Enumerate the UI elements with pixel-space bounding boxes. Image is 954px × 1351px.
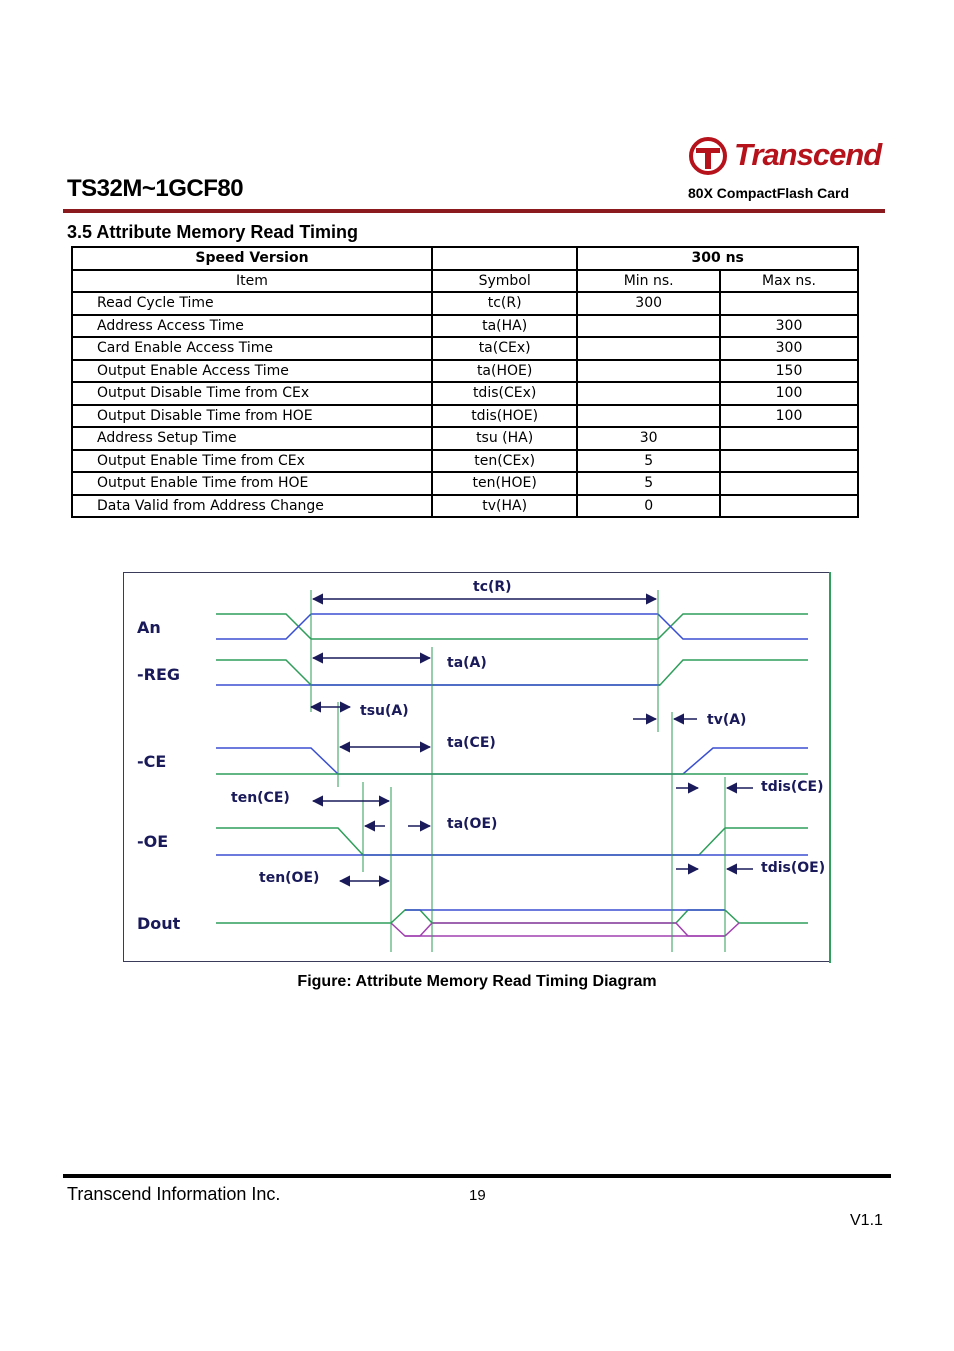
table-row <box>72 405 858 428</box>
product-subtitle: 80X CompactFlash Card <box>688 185 850 201</box>
symbol-cell: tdis(CEx) <box>432 382 577 405</box>
table-row <box>72 337 858 360</box>
label-tsu-a: tsu(A) <box>360 703 409 719</box>
item-cell: Read Cycle Time <box>72 292 432 315</box>
product-model: TS32M~1GCF80 <box>67 175 244 202</box>
symbol-cell: ten(HOE) <box>432 472 577 495</box>
label-tv-a: tv(A) <box>707 712 747 728</box>
page-number: 19 <box>469 1187 486 1204</box>
document-version: V1.1 <box>850 1212 883 1229</box>
label-ten-oe: ten(OE) <box>259 870 320 886</box>
max-cell <box>720 292 858 315</box>
label-ta-ce: ta(CE) <box>447 735 496 751</box>
footer-company: Transcend Information Inc. <box>67 1184 281 1204</box>
table-row <box>72 495 858 518</box>
item-cell: Address Setup Time <box>72 427 432 450</box>
item-cell: Output Enable Time from HOE <box>72 472 432 495</box>
max-cell: 300 <box>720 315 858 338</box>
item-cell: Address Access Time <box>72 315 432 338</box>
label-tdis-oe: tdis(OE) <box>761 860 826 876</box>
column-header: Symbol <box>432 270 577 293</box>
max-cell: 100 <box>720 405 858 428</box>
item-cell: Card Enable Access Time <box>72 337 432 360</box>
label-tdis-ce: tdis(CE) <box>761 779 824 795</box>
item-cell: Output Enable Time from CEx <box>72 450 432 473</box>
signal-label-oe: -OE <box>137 832 169 851</box>
table-row <box>72 382 858 405</box>
symbol-cell: tdis(HOE) <box>432 405 577 428</box>
table-row <box>72 292 858 315</box>
symbol-cell: tsu (HA) <box>432 427 577 450</box>
speed-version-label: Speed Version <box>72 247 432 270</box>
min-cell: 5 <box>577 472 720 495</box>
min-cell <box>577 405 720 428</box>
max-cell: 150 <box>720 360 858 383</box>
item-cell: Output Disable Time from HOE <box>72 405 432 428</box>
max-cell: 100 <box>720 382 858 405</box>
label-ta-a: ta(A) <box>447 655 487 671</box>
symbol-cell: ten(CEx) <box>432 450 577 473</box>
signal-label-reg: -REG <box>137 665 181 684</box>
figure-caption: Figure: Attribute Memory Read Timing Diagram <box>297 973 657 990</box>
min-cell: 30 <box>577 427 720 450</box>
empty-cell <box>432 247 577 270</box>
min-cell <box>577 337 720 360</box>
timing-diagram <box>123 572 832 963</box>
column-header: Max ns. <box>720 270 858 293</box>
signal-label-ce: -CE <box>137 752 167 771</box>
signal-label-an: An <box>137 618 161 637</box>
table-header-row <box>72 247 858 270</box>
table-row <box>72 472 858 495</box>
table-row <box>72 427 858 450</box>
table-row <box>72 450 858 473</box>
min-cell <box>577 315 720 338</box>
max-cell <box>720 472 858 495</box>
symbol-cell: ta(HOE) <box>432 360 577 383</box>
column-header: Min ns. <box>577 270 720 293</box>
brand-name: Transcend <box>734 137 882 172</box>
item-cell: Data Valid from Address Change <box>72 495 432 518</box>
speed-version-value: 300 ns <box>577 247 858 270</box>
table-row <box>72 360 858 383</box>
signal-label-dout: Dout <box>137 914 181 933</box>
symbol-cell: ta(HA) <box>432 315 577 338</box>
max-cell <box>720 495 858 518</box>
min-cell <box>577 360 720 383</box>
max-cell <box>720 427 858 450</box>
symbol-cell: tv(HA) <box>432 495 577 518</box>
footer-divider <box>63 1174 891 1178</box>
table-column-row <box>72 270 858 293</box>
min-cell <box>577 382 720 405</box>
timing-spec-table <box>71 246 859 518</box>
header-divider <box>63 209 885 213</box>
item-cell: Output Enable Access Time <box>72 360 432 383</box>
min-cell: 5 <box>577 450 720 473</box>
label-ten-ce: ten(CE) <box>231 790 290 806</box>
table-row <box>72 315 858 338</box>
min-cell: 0 <box>577 495 720 518</box>
label-ta-oe: ta(OE) <box>447 816 498 832</box>
max-cell <box>720 450 858 473</box>
label-tc-r: tc(R) <box>473 579 512 595</box>
column-header: Item <box>72 270 432 293</box>
min-cell: 300 <box>577 292 720 315</box>
symbol-cell: tc(R) <box>432 292 577 315</box>
max-cell: 300 <box>720 337 858 360</box>
item-cell: Output Disable Time from CEx <box>72 382 432 405</box>
section-title: 3.5 Attribute Memory Read Timing <box>67 222 359 242</box>
symbol-cell: ta(CEx) <box>432 337 577 360</box>
